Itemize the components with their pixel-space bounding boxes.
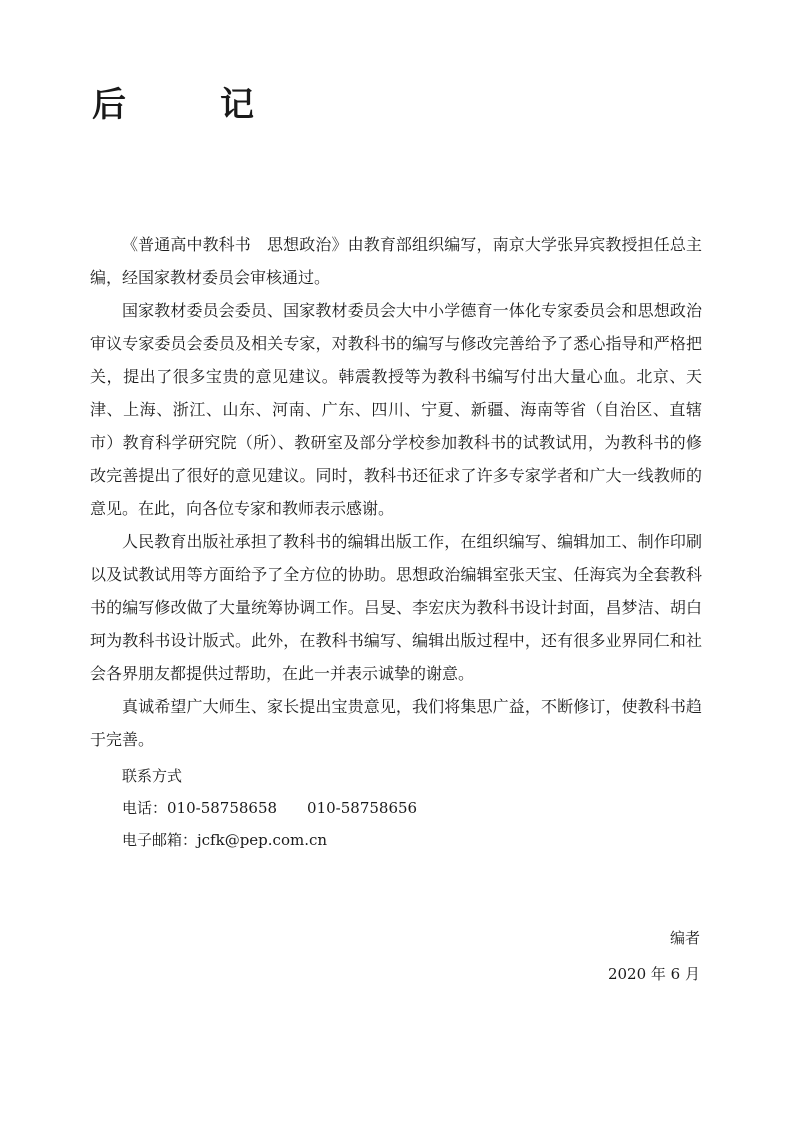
contact-phone: 电话：010-58758658 010-58758656	[122, 799, 418, 817]
signature-date: 2020 年 6 月	[607, 965, 700, 983]
contact-info	[122, 760, 622, 856]
contact-email: 电子邮箱：jcfk@pep.com.cn	[122, 831, 328, 849]
signature-author: 编者	[669, 929, 700, 947]
body-text	[90, 228, 702, 756]
signature-block	[608, 920, 700, 992]
contact-heading: 联系方式	[122, 767, 183, 785]
page-title: 后 记	[92, 85, 284, 125]
paragraph-2: 国家教材委员会委员、国家教材委员会大中小学德育一体化专家委员会和思想政治审议专家委员会委员及相关专家，对教科书的编写与修改完善给予了悉心指导和严格把关，提出了很多宝贵的意见建议。韩震教授等为教科书编写付出大量心血。北京、天津、上海、浙江、山东、河南、广东、四川、宁夏、新疆、海南等省（自治区、直辖市）教育科学研究院（所）、教研室及部分学校参加教科书的试教试用，为教科书的修改完善提出了很好的意见建议。同时，教科书还征求了许多专家学者和广大一线教师的意见。在此，向各位专家和教师表示感谢。	[90, 301, 702, 518]
paragraph-4: 真诚希望广大师生、家长提出宝贵意见，我们将集思广益，不断修订，使教科书趋于完善。	[90, 697, 702, 749]
paragraph-1: 《普通高中教科书 思想政治》由教育部组织编写，南京大学张异宾教授担任总主编，经国家教材委员会审核通过。	[90, 235, 702, 287]
paragraph-3: 人民教育出版社承担了教科书的编辑出版工作，在组织编写、编辑加工、制作印刷以及试教试用等方面给予了全方位的协助。思想政治编辑室张天宝、任海宾为全套教科书的编写修改做了大量统筹协调工作。吕旻、李宏庆为教科书设计封面，昌梦洁、胡白珂为教科书设计版式。此外，在教科书编写、编辑出版过程中，还有很多业界同仁和社会各界朋友都提供过帮助，在此一并表示诚挚的谢意。	[90, 532, 702, 683]
